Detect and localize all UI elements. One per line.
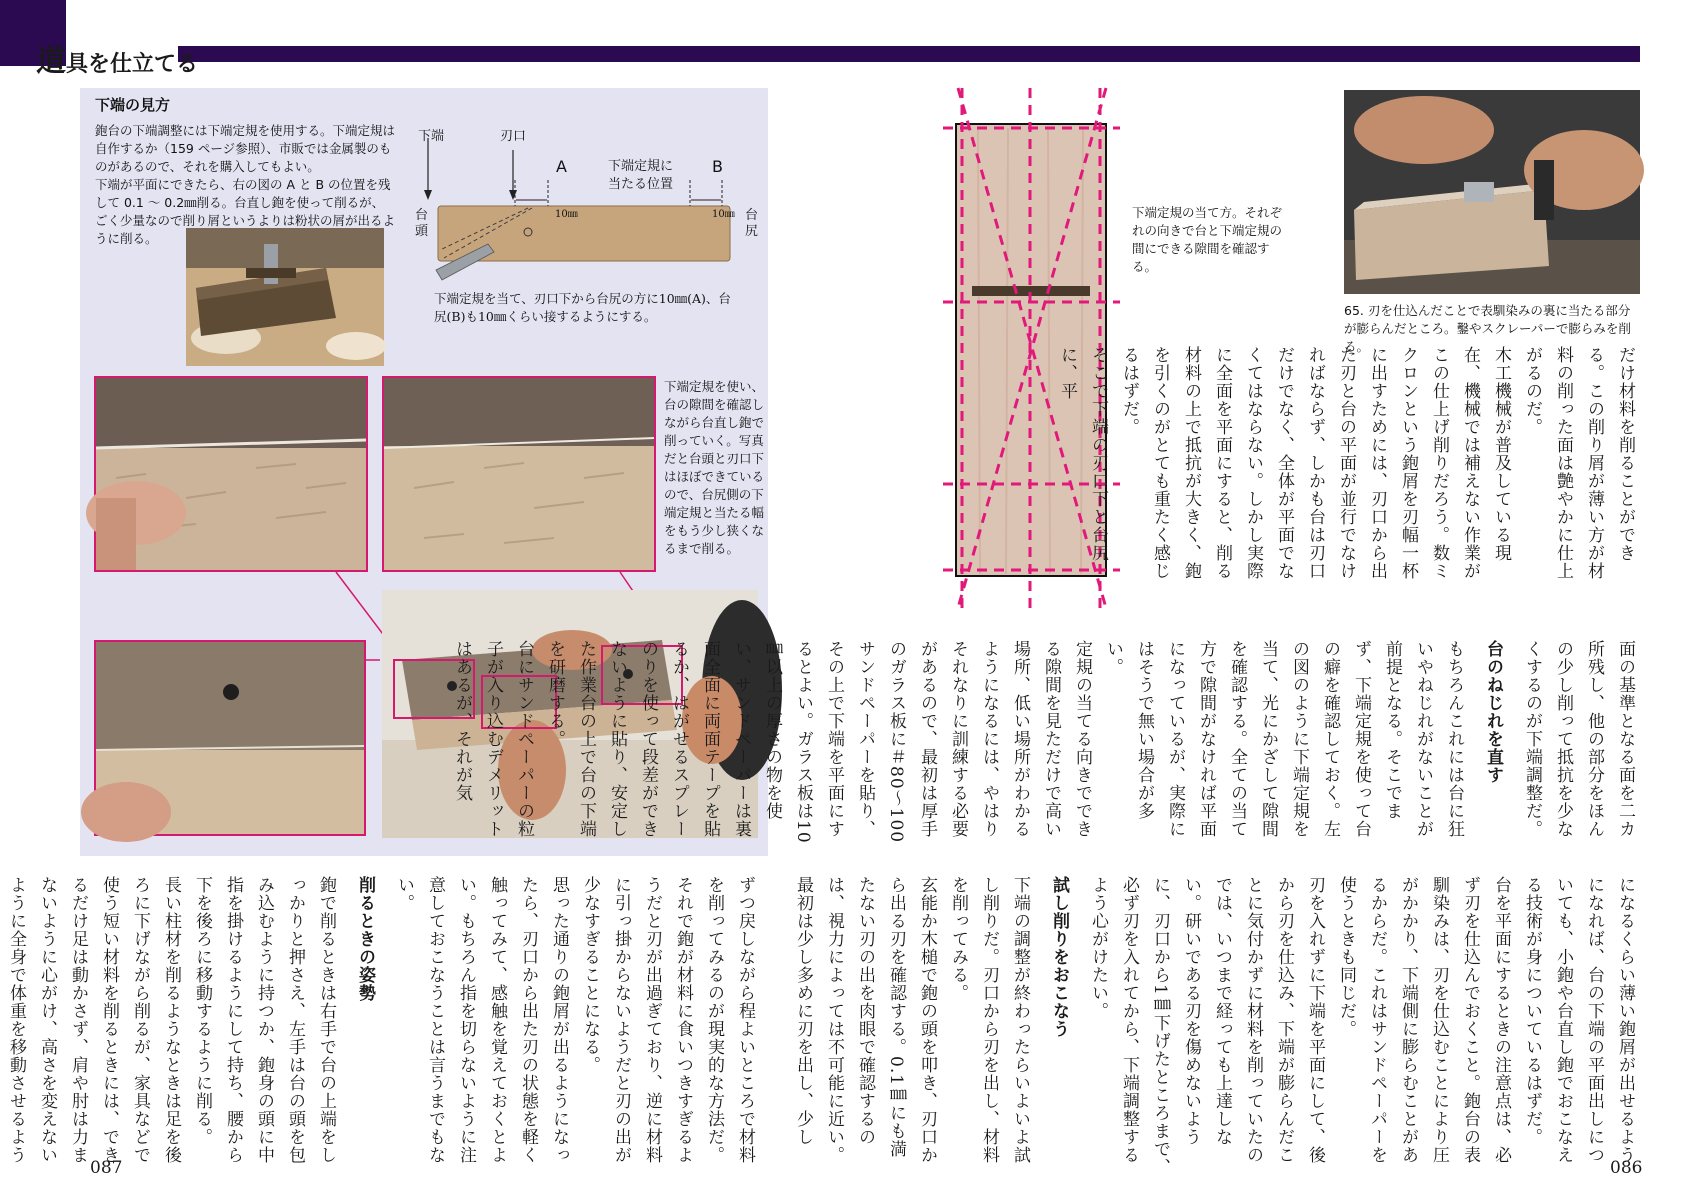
left-page-heading: 削るときの姿勢: [355, 876, 375, 1002]
left-page-para: 思った通りの鉋屑が出るようになったら、刃口から出た刃の状態を軽く触ってみて、感触を覚えておくとよい。もちろん指を切らないように注意しておこなうことは言うまでもない。: [394, 876, 569, 1164]
right-middle-heading: 台のねじれを直す: [1483, 640, 1503, 784]
chapter-title-initial: 道: [36, 44, 66, 79]
right-lower-para: 下端の調整が終わったらいよいよ試し削りだ。刃口から刃を出し、材料を削ってみる。 玄能か木槌で鉋の頭を叩き、刃口から出る刃を確認する。0.1㎜にも満たない刃の出を肉眼で確認するのは、視力によっては不可能に近い。最初は少し多めに刃を出し、少し: [793, 876, 1030, 1164]
label-position-line1: 下端定規に: [608, 159, 674, 174]
right-middle-para: もちろんこれには台に狂いやねじれがないことが前提となる。そこでまず、下端定規を使って台の癖を確認しておく。左の図のように下端定規を当て、光にかざして隙間を確認する。全ての当て方で隙間がなければ平面になっているが、実際にはそうで無い場合が多い。 定規の当てる向きでできる隙間を見ただけで高い場所、低い場所がわかるようになるには、やはりそれなりに訓練する必要があるので、最初は厚手のガラス板に＃80〜100サンドペーパーを貼り、その上で下端を平面にするとよい。ガラス板は10㎜以上の厚さの物を使い、サンドペーパーは裏面全面に両面テープを貼るか、はがせるスプレーのりを使って段差ができないように貼り、安定した作業台の上で台の下端を研磨する。 台にサンドペーパーの粒子が入り込むデメリットはあるが、それが気: [452, 640, 1464, 844]
label-dai-atama: 台頭: [415, 208, 429, 239]
page-number-left: 087: [90, 1158, 123, 1178]
wood-photo-right-art: [384, 378, 654, 570]
right-lower-heading: 試し削りをおこなう: [1049, 876, 1069, 1038]
panel-body: 鉋台の下端調整には下端定規を使用する。下端定規は自作するか（159 ページ参照）、市販では金属製のものがあるので、それを購入してもよい。 下端が平面にできたら、右の図の A と B の位置を残して 0.1 〜 0.2㎜削る。台直し鉋を使って削るが、ごく少量なので削り屑というよりは粉状の屑が出るように削る。: [95, 123, 396, 246]
right-middle-para: 面の基準となる面を二カ所残し、他の部分をほんの少し削って抵抗を少なくするのが下端調整だ。: [1522, 640, 1635, 838]
right-lower-para: になるくらい薄い鉋屑が出せるようになれば、台の下端の平面出しについても、小鉋や台直し鉋でおこなえる技術が身についているはずだ。 台を平面にするときの注意点は、必ず刃を仕込んでおくこと。鉋台の表馴染みは、刃を仕込むことにより圧がかかり、下端側に膨らむことがあるからだ。これはサンドペーパーを使うときも同じだ。 刃を入れずに下端を平面にして、後から刃を仕込み、下端が膨らんだことに気付かずに材料を削っていたのでは、いつまで経っても上達しない。研いである刃を傷めないように、刃口から1㎜下げたところまで、必ず刃を入れてから、下端調整するよう心がけたい。: [1088, 876, 1635, 1176]
label-a: A: [556, 157, 567, 176]
wood-photo-right: [382, 376, 656, 572]
label-shitaba: 下端: [418, 129, 445, 144]
right-middle-text: [452, 640, 1640, 854]
wood-photo-bottom-left: [94, 640, 366, 836]
label-dai-jiri: 台尻: [745, 208, 759, 239]
right-upper-text: だけ材料を削ることができる。この削り屑が薄い方が材料の削った面は艶やかに仕上がるのだ。 木工機械が普及している現在、機械では補えない作業がこの仕上げ削りだろう。数ミクロンという鉋屑を刃幅一杯に出すためには、刃口から出た刃と台の平面が並行でなければならず、しかも台は刃口だけでなく、全体が平面でなくてはならない。しかし実際に全面を平面にすると、削る材料の上で抵抗が大きく、鉋を引くのがとても重たく感じるはずだ。 そこで下端の刃口下と台尻に、平: [1057, 346, 1635, 580]
left-page-para: 鉋で削るときは右手で台の上端をしっかりと押さえ、左手は台の頭を包み込むように持つか、鉋身の頭に中指を掛けるようにして持ち、腰から下を後ろに移動するように削る。: [192, 876, 336, 1164]
chapter-title-rest: 具を仕立てる: [66, 52, 199, 77]
panel-heading: 下端の見方: [95, 96, 171, 114]
label-position-line2: 当たる位置: [608, 177, 674, 192]
right-lower-text: [793, 876, 1643, 1178]
left-page-para: 長い柱材を削るようなときは足を後ろに下げながら削るが、家具などで使う短い材料を削るときには、できるだけ足は動かさず、肩や肘は力まないように心がけ、高さを変えないように全身で体重を移動させるよう: [6, 876, 181, 1164]
header-bar: [178, 46, 1640, 62]
page-number-right: 086: [1610, 1158, 1643, 1178]
left-page-para: ずつ戻しながら程よいところで材料を削ってみるのが現実的な方法だ。: [704, 876, 755, 1164]
left-page-para: それで鉋が材料に食いつきすぎるようだと刃が出過ぎており、逆に材料に引っ掛からないようだと刃の出が少なすぎることになる。: [580, 876, 693, 1164]
hands-photo-caption: 65. 刃を仕込んだことで表馴染みの裏に当たる部分が膨らんだところ。鑿やスクレーパーで膨らみを削る。: [1344, 303, 1631, 354]
arrow-head: [509, 190, 517, 200]
label-b: B: [712, 157, 723, 176]
plane-photo-art: [186, 228, 384, 366]
diagram-caption: 下端定規を当て、刃口下から台尻の方に10㎜(A)、台尻(B)も10㎜くらい接するようにする。: [434, 291, 731, 324]
wood-photo-bottom-left-art: [96, 642, 364, 834]
wood-photo-left-art: [96, 378, 366, 570]
plane-photo: [186, 228, 384, 366]
wood-photo-left: [94, 376, 368, 572]
label-haguchi: 刃口: [500, 129, 527, 144]
hands-plane-photo: [1344, 90, 1640, 294]
chapter-title: [36, 36, 198, 80]
hands-plane-photo-art: [1344, 90, 1640, 294]
dim-a-value: 10㎜: [555, 209, 578, 220]
side-caption: 下端定規を使い、台の隙間を確認しながら台直し鉋で削っていく。写真だと台頭と刃口下はほぼできているので、台尻側の下端定規と当たる幅をもう少し狭くなるまで削る。: [664, 379, 765, 556]
board-diagram-caption: 下端定規の当て方。それぞれの向きで台と下端定規の間にできる隙間を確認する。: [1132, 205, 1283, 274]
arrow-head: [424, 190, 432, 200]
dim-b-value: 10㎜: [712, 209, 735, 220]
